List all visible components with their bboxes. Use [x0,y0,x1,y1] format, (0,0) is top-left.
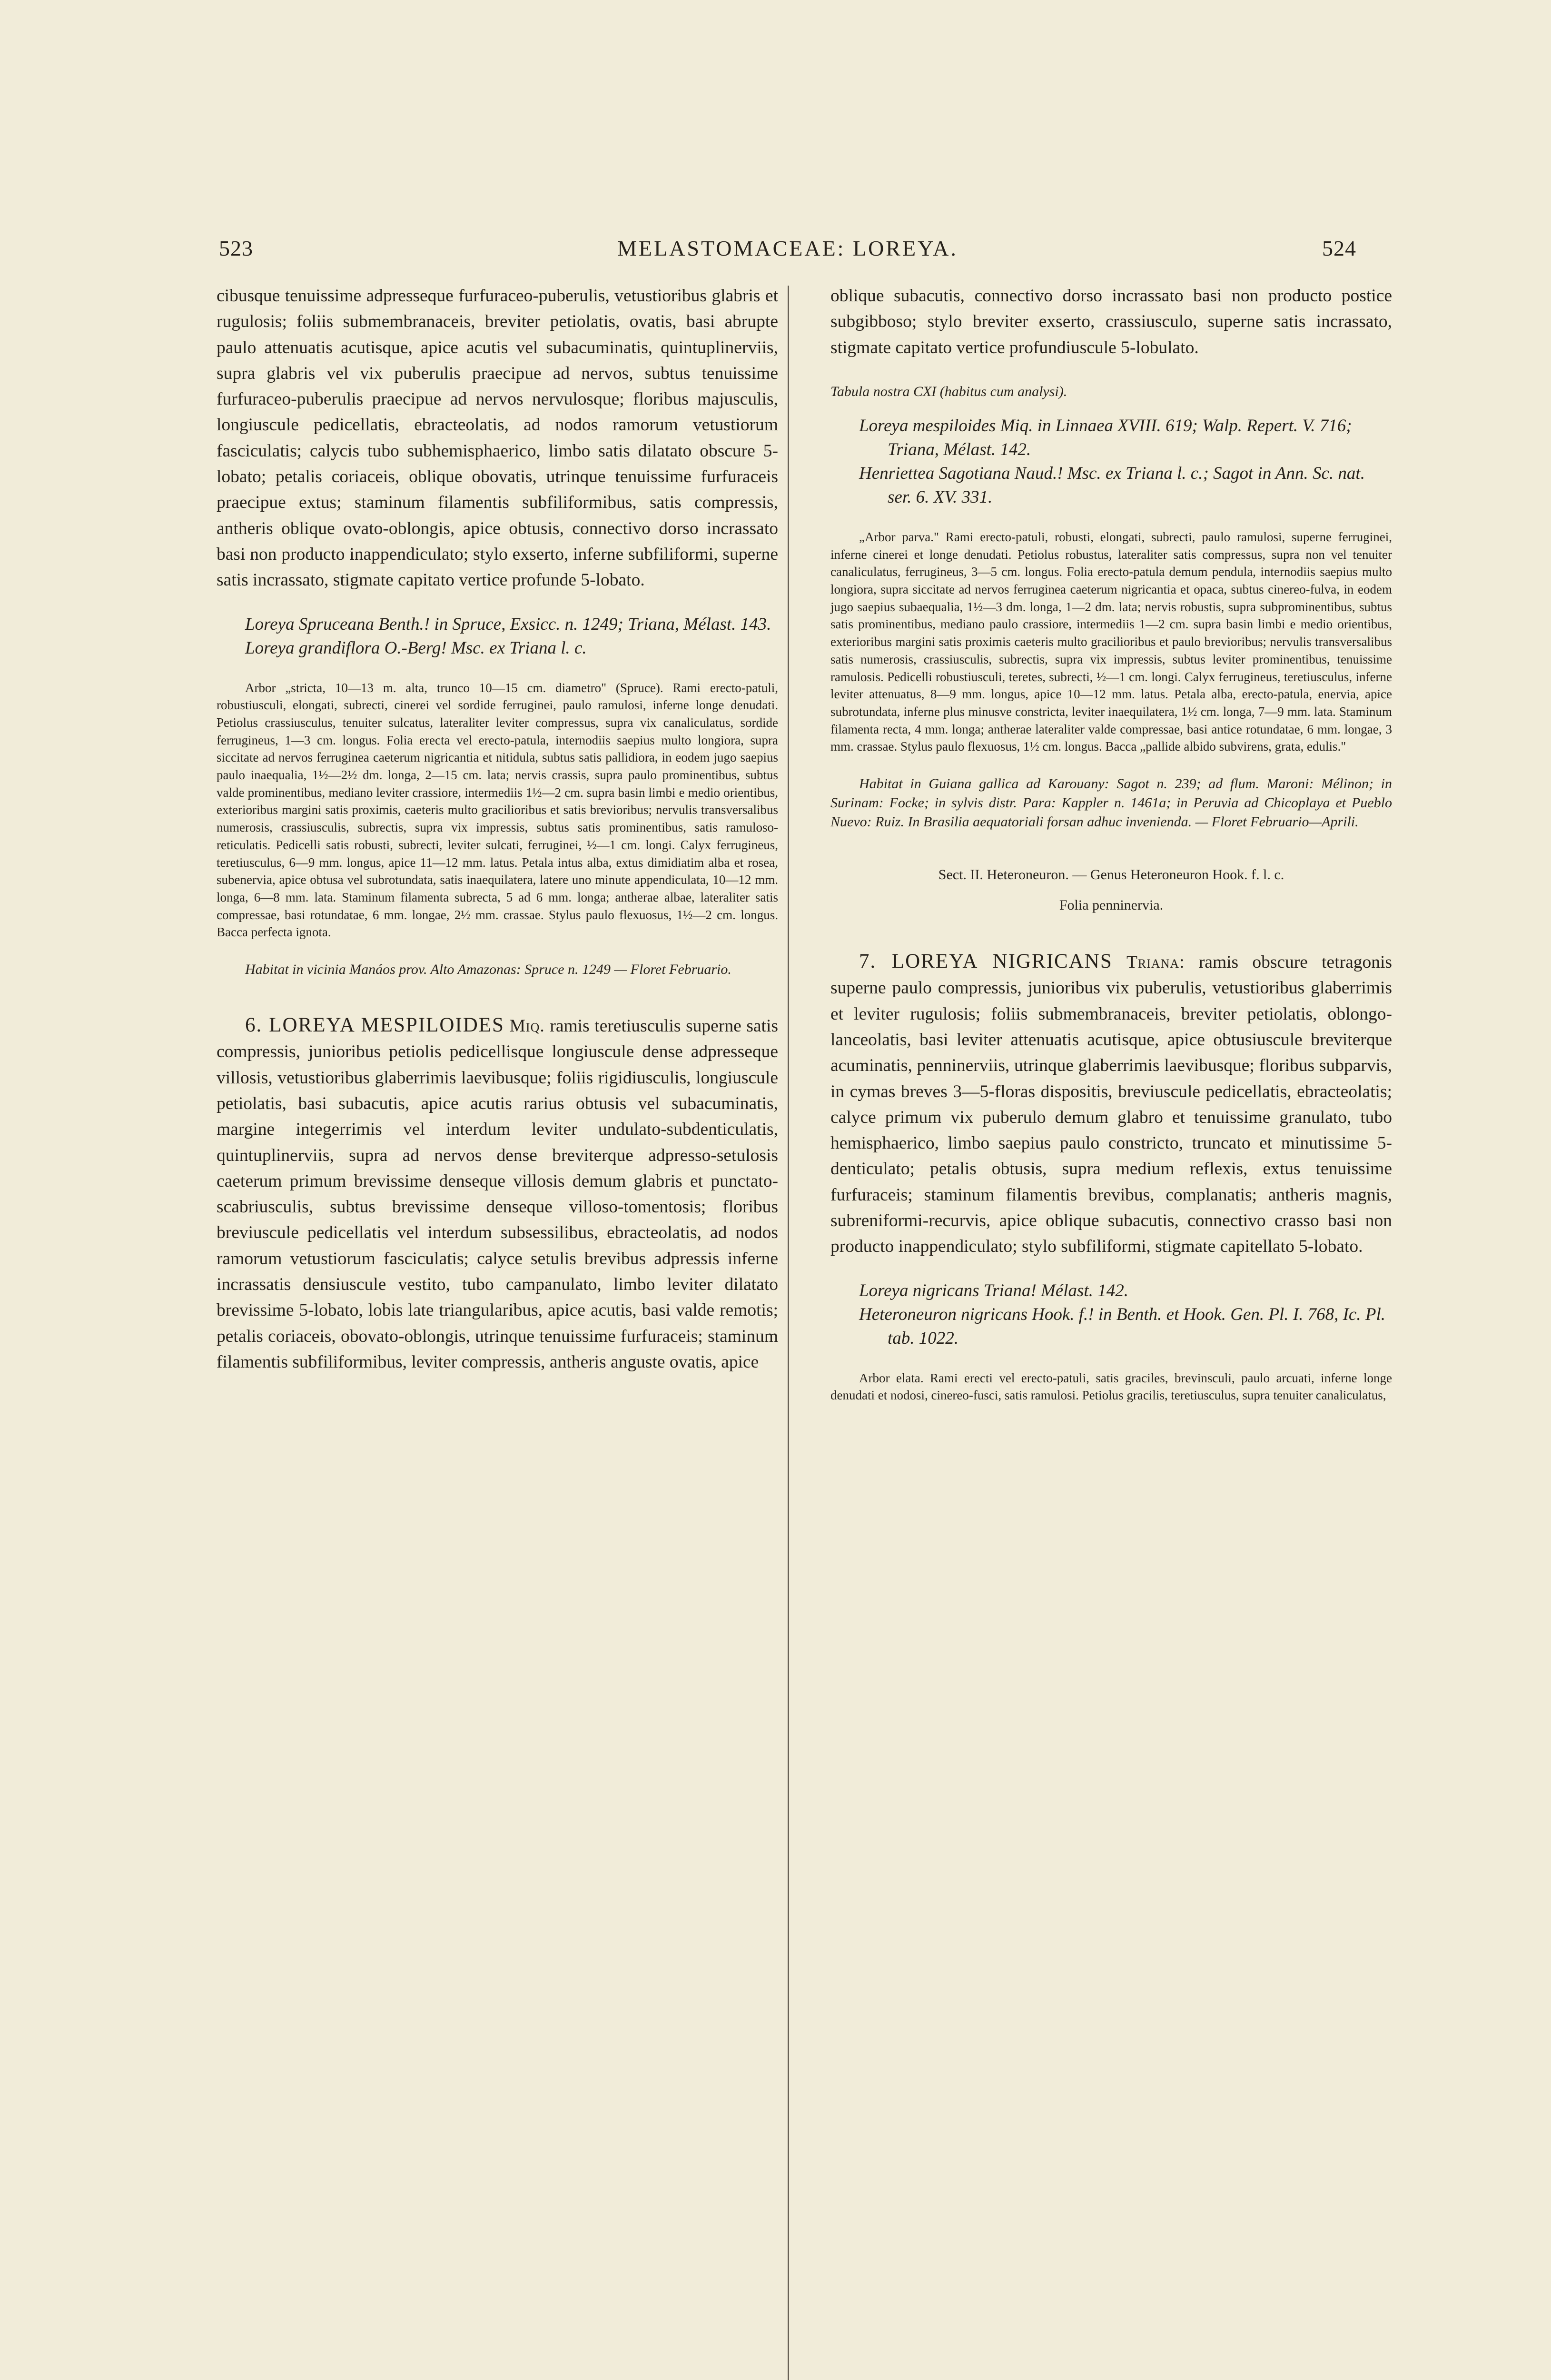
description-paragraph: oblique subacutis, connectivo dorso incrassato basi non producto postice subgibboso; stylo breviter exserto, crassiusculo, superne satis incrassato, stigmate capitato vertice profundiuscule 5-lobulato. [830,286,1392,357]
left-column [217,283,778,1375]
column-divider [788,286,789,2380]
description-paragraph: cibusque tenuissime adpresseque furfuraceo-puberulis, vetustioribus glabris et rugulosis; foliis submembranaceis, breviter petiolatis, ovatis, basi abrupte paulo attenuatis acutisque, apice acutis vel subacuminatis, quintuplinerviis, supra glabris vel vix puberulis praecipue ad nervos, subtus tenuissime furfuraceo-puberulis praecipue ad nervos nervulosque; floribus majusculis, longiuscule pedicellatis, ebracteolatis, ad nodos ramorum vetustiorum fasciculatis; calycis tubo subhemisphaerico, limbo satis dilatato obscure 5-lobato; petalis coriaceis, oblique obovatis, utrinque tenuissime furfuraceis praecipue extus; staminum filamentis subfiliformibus, satis compressis, antheris oblique ovato-oblongis, apice obtusis, connectivo dorso incrassato basi non producto inappendiculato; stylo exserto, inferne subfiliformi, superne satis incrassato, stigmate capitato vertice profunde 5-lobato. [217,286,778,590]
synonym-reference: Henriettea Sagotiana Naud.! Msc. ex Triana l. c.; Sagot in Ann. Sc. nat. ser. 6. XV. 331. [859,463,1365,507]
section-heading: Sect. II. Heteroneuron. — Genus Heteroneuron Hook. f. l. c. [938,867,1284,883]
right-page-number: 524 [1322,236,1356,260]
synonym-reference: Loreya grandiflora O.-Berg! Msc. ex Triana l. c. [245,638,587,658]
species-entry [217,1012,778,1375]
detailed-description: „Arbor parva." Rami erecto-patuli, robusti, elongati, subrecti, paulo ramulosi, superne ferruginei, inferne cinerei et longe denudati. Petiolus robustus, lateraliter satis compressus, supra non vel tenuiter canaliculatus, ferrugineus, 3—5 cm. longus. Folia erecto-patula demum pendula, internodiis saepius multo longiora, supra siccitate ad nervos ferruginea caeterum nigricantia et opaca, subtus cinereo-fulva, in eodem jugo saepius subaequalia, 1½—3 dm. longa, 1—2 dm. lata; nervis robustis, supra subprominentibus, subtus satis prominentibus, mediano paulo crassiore, intermediis 1—2 cm. supra basin limbi e medio orientibus, exterioribus margini satis proximis caeteris multo gracilioribus et paulo brevioribus; nervulis transversalibus satis numerosis, crassiusculis, subrectis, supra vix impressis, subtus leviter prominentibus, tenuissime ramulosis. Pedicelli robustiusculi, teretes, subrecti, ½—1 cm. longi. Calyx ferrugineus, teretiusculus, inferne leviter attenuatus, 8—9 mm. longus, apice 10—12 mm. latus. Petala alba, erecto-patula, enervia, apice subrotundata, inferne plus minusve constricta, leviter inaequilatera, 1½ cm. longa, 7—9 mm. lata. Staminum filamenta recta, 4 mm. longa; antherae lateraliter valde compressae, basi antice rotundatae, 6 mm. longae, 3 mm. crassae. Stylus paulo flexuosus, 1½ cm. longus. Bacca „pallide albido subvirens, grata, edulis." [830,529,1392,754]
species-author: Triana: [1126,952,1185,972]
synonym-reference: Loreya nigricans Triana! Mélast. 142. [859,1280,1128,1300]
detailed-description: Arbor elata. Rami erecti vel erecto-patuli, satis graciles, brevinsculi, paulo arcuati, inferne longe denudati et nodosi, cinereo-fusci, satis ramulosi. Petiolus gracilis, teretiusculus, supra tenuiter canaliculatus, [830,1370,1392,1403]
synonym-reference: Heteroneuron nigricans Hook. f.! in Benth. et Hook. Gen. Pl. I. 768, Ic. Pl. tab. 1022. [859,1304,1385,1348]
species-entry [830,949,1392,1260]
right-column [830,283,1392,1404]
running-title: MELASTOMACEAE: LOREYA. [617,236,958,260]
plate-reference: Tabula nostra CXI (habitus cum analysi). [830,383,1067,399]
running-header [219,236,1356,269]
species-diagnosis: ramis teretiusculis superne satis compressis, junioribus petiolis pedicellisque longiuscule dense adpresseque villosis, vetustioribus glaberrimis laevibusque; foliis rigidiusculis, longiuscule petiolatis, basi subacutis, apice acutis rarius obtusis vel subacuminatis, margine integerrimis vel interdum leviter undulato-subdenticulatis, quintuplinerviis, supra ad nervos dense breviterque adpresso-setulosis caeterum primum brevissime denseque villosis demum glabris et punctato-scabriusculis, subtus brevissime denseque villoso-tomentosis; floribus breviuscule pedicellatis vel interdum subsessilibus, ebracteolatis, ad nodos ramorum vetustiorum fasciculatis; calyce setulis brevibus adpressis inferne incrassatis densiuscule vestito, tubo campanulato, limbo leviter dilatato brevissime 5-lobato, lobis late triangularibus, apice acutis, basi valde remotis; petalis coriaceis, obovato-oblongis, utrinque tenuissime furfuraceis; staminum filamentis subfiliformibus, leviter compressis, antheris anguste ovatis, apice [217,1016,778,1372]
species-heading: 7. LOREYA NIGRICANS [859,950,1113,973]
species-author: Miq. [509,1016,545,1036]
habitat-note: Habitat in Guiana gallica ad Karouany: Sagot n. 239; ad flum. Maroni: Mélinon; in Surinam: Focke; in sylvis distr. Para: Kappler n. 1461a; in Peruvia ad Chicoplaya et Pueblo Nuevo: Ruiz. In Brasilia aequatoriali forsan adhuc invenienda. — Floret Februario—Aprili. [830,776,1392,830]
synonym-reference: Loreya Spruceana Benth.! in Spruce, Exsicc. n. 1249; Triana, Mélast. 143. [245,614,771,634]
left-page-number: 523 [219,236,253,260]
section-note: Folia penninervia. [1059,897,1164,913]
habitat-note: Habitat in vicinia Manáos prov. Alto Amazonas: Spruce n. 1249 — Floret Februario. [245,962,731,978]
species-diagnosis: ramis obscure tetragonis superne paulo compressis, junioribus vix puberulis, vetustioribus glaberrimis et leviter rugulosis; foliis submembranaceis, breviter petiolatis, oblongo-lanceolatis, basi leviter attenuatis acutisque, apice obtusiuscule breviterque acuminatis, penninerviis, utrinque glaberrimis laevibusque; floribus subparvis, in cymas breves 3—5-floras dispositis, breviuscule pedicellatis, ebracteolatis; calyce primum vix puberulo demum glabro et tenuissime granulato, tubo hemisphaerico, limbo saepius paulo constricto, truncato et minutissime 5-denticulato; petalis obtusis, supra medium reflexis, extus tenuissime furfuraceis; staminum filamentis brevibus, complanatis; antheris magnis, subreniformi-recurvis, apice oblique subacutis, connectivo crasso basi non producto inappendiculato; stylo subfiliformi, stigmate capitellato 5-lobato. [830,952,1393,1257]
detailed-description: Arbor „stricta, 10—13 m. alta, trunco 10—15 cm. diametro" (Spruce). Rami erecto-patuli, robustiusculi, elongati, subrecti, cinerei vel sordide ferruginei, paulo ramulosi, inferne longe denudati. Petiolus crassiusculus, tenuiter sulcatus, lateraliter leviter compressus, supra vix canaliculatus, sordide ferrugineus, 1—3 cm. longus. Folia erecta vel erecto-patula, internodiis saepius multo longiora, supra siccitate ad nervos ferruginea caeterum nigricantia et nitidula, subtus satis pallidiora, in eodem jugo saepius paulo inaequalia, 1½—2½ dm. longa, 2—15 cm. lata; nervis crassis, supra paulo prominentibus, subtus valde prominentibus, mediano leviter crassiore, intermediis 1½—2 cm. supra basin limbi e medio orientibus, exterioribus margini satis proximis, caeteris multo gracilioribus et satis brevioribus; nervulis transversalibus numerosis, crassiusculis, subrectis, supra vix impressis, subtus satis prominentibus, satis ramuloso-reticulatis. Pedicelli satis robusti, subrecti, leviter sulcati, ferruginei, ½—1 cm. longi. Calyx ferrugineus, teretiusculus, 6—9 mm. longus, apice 11—12 mm. latus. Petala intus alba, extus dimidiatim alba et rosea, subenervia, apice obtusa vel subrotundata, satis inaequilatera, latere uno minute appendiculata, 10—12 mm. longa, 6—8 mm. lata. Staminum filamenta subrecta, 5 ad 6 mm. longa; antherae albae, lateraliter satis compressae, basi rotundatae, 6 mm. longae, 2½ mm. crassae. Stylus paulo flexuosus, 1½—2 cm. longus. Bacca perfecta ignota. [217,680,778,940]
species-heading: 6. LOREYA MESPILOIDES [245,1014,504,1037]
synonym-reference: Loreya mespiloides Miq. in Linnaea XVIII. 619; Walp. Repert. V. 716; Triana, Mélast. 142. [859,416,1352,459]
